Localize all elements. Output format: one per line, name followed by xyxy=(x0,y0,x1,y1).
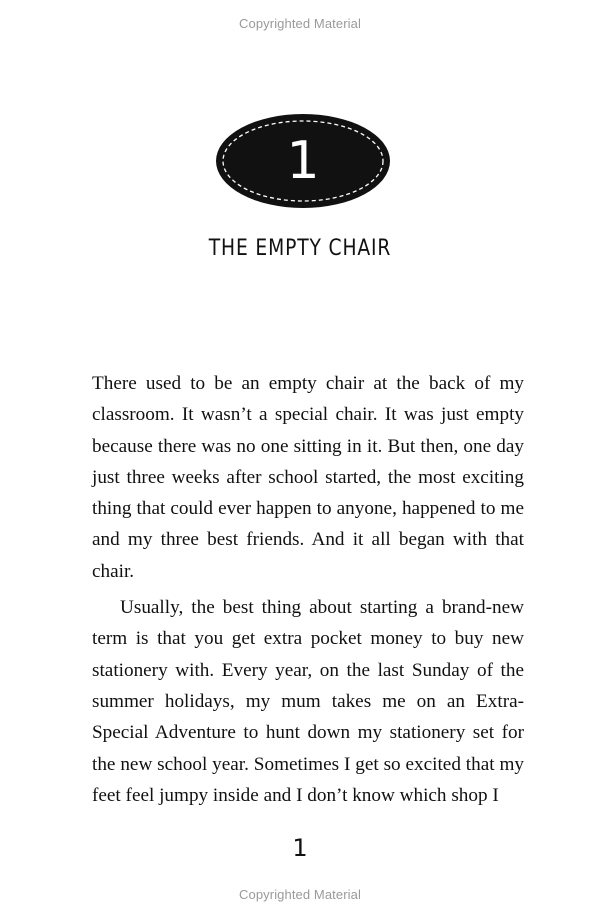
copyright-watermark-bottom: Copyrighted Material xyxy=(239,887,361,902)
chapter-number-badge xyxy=(214,112,392,210)
body-text xyxy=(92,368,524,811)
paragraph-1: There used to be an empty chair at the back of my classroom. It wasn’t a special chair. It was just empty because there was no one sitting in it. But then, one day just three weeks after school started, the most exciting thing that could ever happen to anyone, happened to me and my three best friends. And it all began with that chair. xyxy=(92,373,524,582)
page-number: 1 xyxy=(292,834,308,862)
chapter-title: THE EMPTY CHAIR xyxy=(208,236,392,261)
paragraph-2: Usually, the best thing about starting a brand-new term is that you get extra pocket money to buy new stationery with. Every year, on the last Sunday of the summer holidays, my mum takes me on an Extra-Special Adventure to hunt down my stationery set for the new school year. Sometimes I get so excited that my feet feel jumpy inside and I don’t know which shop I xyxy=(92,597,524,806)
copyright-watermark-top: Copyrighted Material xyxy=(239,16,361,31)
chapter-number: 1 xyxy=(286,131,320,191)
